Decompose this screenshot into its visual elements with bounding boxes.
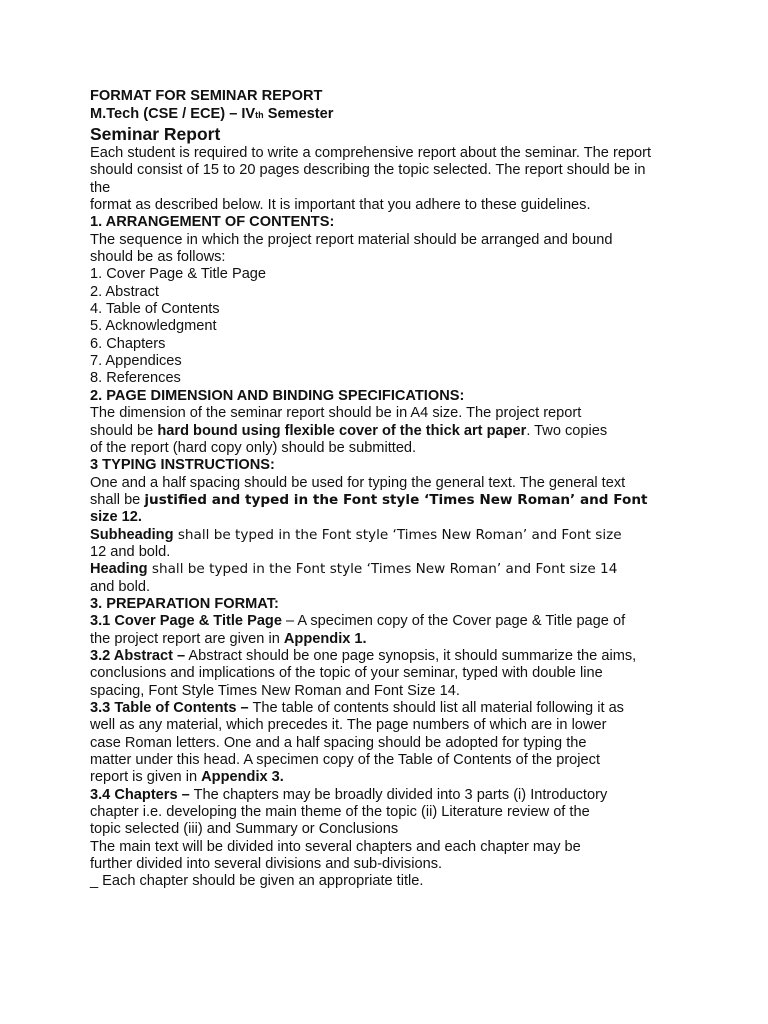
bold-text-run: Appendix 3. [201,769,284,786]
intro-line: should consist of 15 to 20 pages describing the topic selected. The report should be in [90,162,646,179]
list-item: 2. Abstract [90,283,159,300]
document-page [90,88,690,891]
text-run: report is given in [90,769,202,786]
text-run: The chapters may be broadly divided into 3 parts (i) Introductory [189,786,608,803]
paragraph-line: The dimension of the seminar report should be in A4 size. The project report [90,405,582,422]
paragraph-line: One and a half spacing should be used for typing the general text. The general text [90,474,626,491]
text-run: The table of contents should list all material following it as [248,700,624,716]
paragraph-line: 12 and bold. [90,543,171,560]
bold-text-run: 3.4 Chapters – [90,786,190,803]
paragraph-line: The main text will be divided into several chapters and each chapter may be [90,838,581,855]
text-run: shall be typed in the Font style ‘Times New Roman’ and Font size 14 [147,561,618,578]
document-title: Seminar Report [90,124,221,144]
paragraph-line [90,492,690,509]
paragraph-line [90,613,690,630]
paragraph-line [90,769,690,786]
bold-text-run: justified and typed in the Font style ‘Times New Roman’ and Font [144,491,648,508]
paragraph-line: of the report (hard copy only) should be submitted. [90,439,417,456]
paragraph-line: further divided into several divisions and sub-divisions. [90,856,443,873]
text-run: . Two copies [526,422,608,439]
paragraph-line: case Roman letters. One and a half spacing should be adopted for typing the [90,734,587,751]
list-item: 1. Cover Page & Title Page [90,266,267,283]
paragraph-line: spacing, Font Style Times New Roman and Font Size 14. [90,682,460,699]
paragraph-line: matter under this head. A specimen copy of the Table of Contents of the project [90,752,601,769]
paragraph-line: well as any material, which precedes it. The page numbers of which are in lower [90,717,607,734]
paragraph-line: should be as follows: [90,249,226,266]
paragraph-line: _ Each chapter should be given an appropriate title. [90,873,424,890]
paragraph-line [90,527,690,544]
paragraph-line: size 12. [90,509,142,526]
paragraph-line: conclusions and implications of the topic of your seminar, typed with double line [90,665,603,682]
intro-line: Each student is required to write a comprehensive report about the seminar. The report [90,145,652,161]
intro-line: format as described below. It is important that you adhere to these guidelines. [90,197,591,214]
paragraph-line [90,700,690,717]
section-heading-arrangement: 1. ARRANGEMENT OF CONTENTS: [90,214,335,231]
section-heading-page-dimension: 2. PAGE DIMENSION AND BINDING SPECIFICATIONS: [90,387,465,404]
document-heading: FORMAT FOR SEMINAR REPORT [90,88,323,104]
bold-text-run: 3.2 Abstract – [90,647,186,664]
list-item: 5. Acknowledgment [90,318,217,335]
list-item: 6. Chapters [90,335,166,352]
text-run: – A specimen copy of the Cover page & Title page of [281,613,626,630]
section-heading-preparation: 3. PREPARATION FORMAT: [90,595,279,612]
program-prefix: M.Tech (CSE / ECE) – IV [90,105,256,122]
paragraph-line: and bold. [90,578,151,595]
program-line [90,106,690,125]
program-superscript: th [255,109,264,120]
paragraph-line [90,561,690,578]
bold-text-run: 3.1 Cover Page & Title Page [90,613,282,630]
paragraph-line: topic selected (iii) and Summary or Conclusions [90,821,399,838]
program-suffix: Semester [263,105,334,122]
bold-text-run: Appendix 1. [283,630,367,647]
bold-text-run: hard bound using flexible cover of the thick art paper [157,422,527,439]
list-item: 7. Appendices [90,353,182,370]
intro-line: the [90,179,111,196]
text-run: the project report are given in [90,630,284,647]
paragraph-line [90,787,690,804]
paragraph-line [90,423,690,440]
list-item: 4. Table of Contents [90,301,220,318]
text-run: shall be [90,491,145,508]
paragraph-line [90,631,690,648]
section-heading-typing: 3 TYPING INSTRUCTIONS: [90,457,275,474]
bold-text-run: Subheading [90,526,174,543]
list-item: 8. References [90,370,181,387]
text-run: Abstract should be one page synopsis, it should summarize the aims, [185,647,637,664]
bold-text-run: Heading [90,561,148,578]
bold-text-run: 3.3 Table of Contents – [90,700,249,716]
paragraph-line: chapter i.e. developing the main theme of the topic (ii) Literature review of the [90,804,590,821]
paragraph-line: The sequence in which the project report material should be arranged and bound [90,231,613,248]
text-run: should be [90,422,158,439]
paragraph-line [90,648,690,665]
text-run: shall be typed in the Font style ‘Times New Roman’ and Font size [173,526,622,543]
